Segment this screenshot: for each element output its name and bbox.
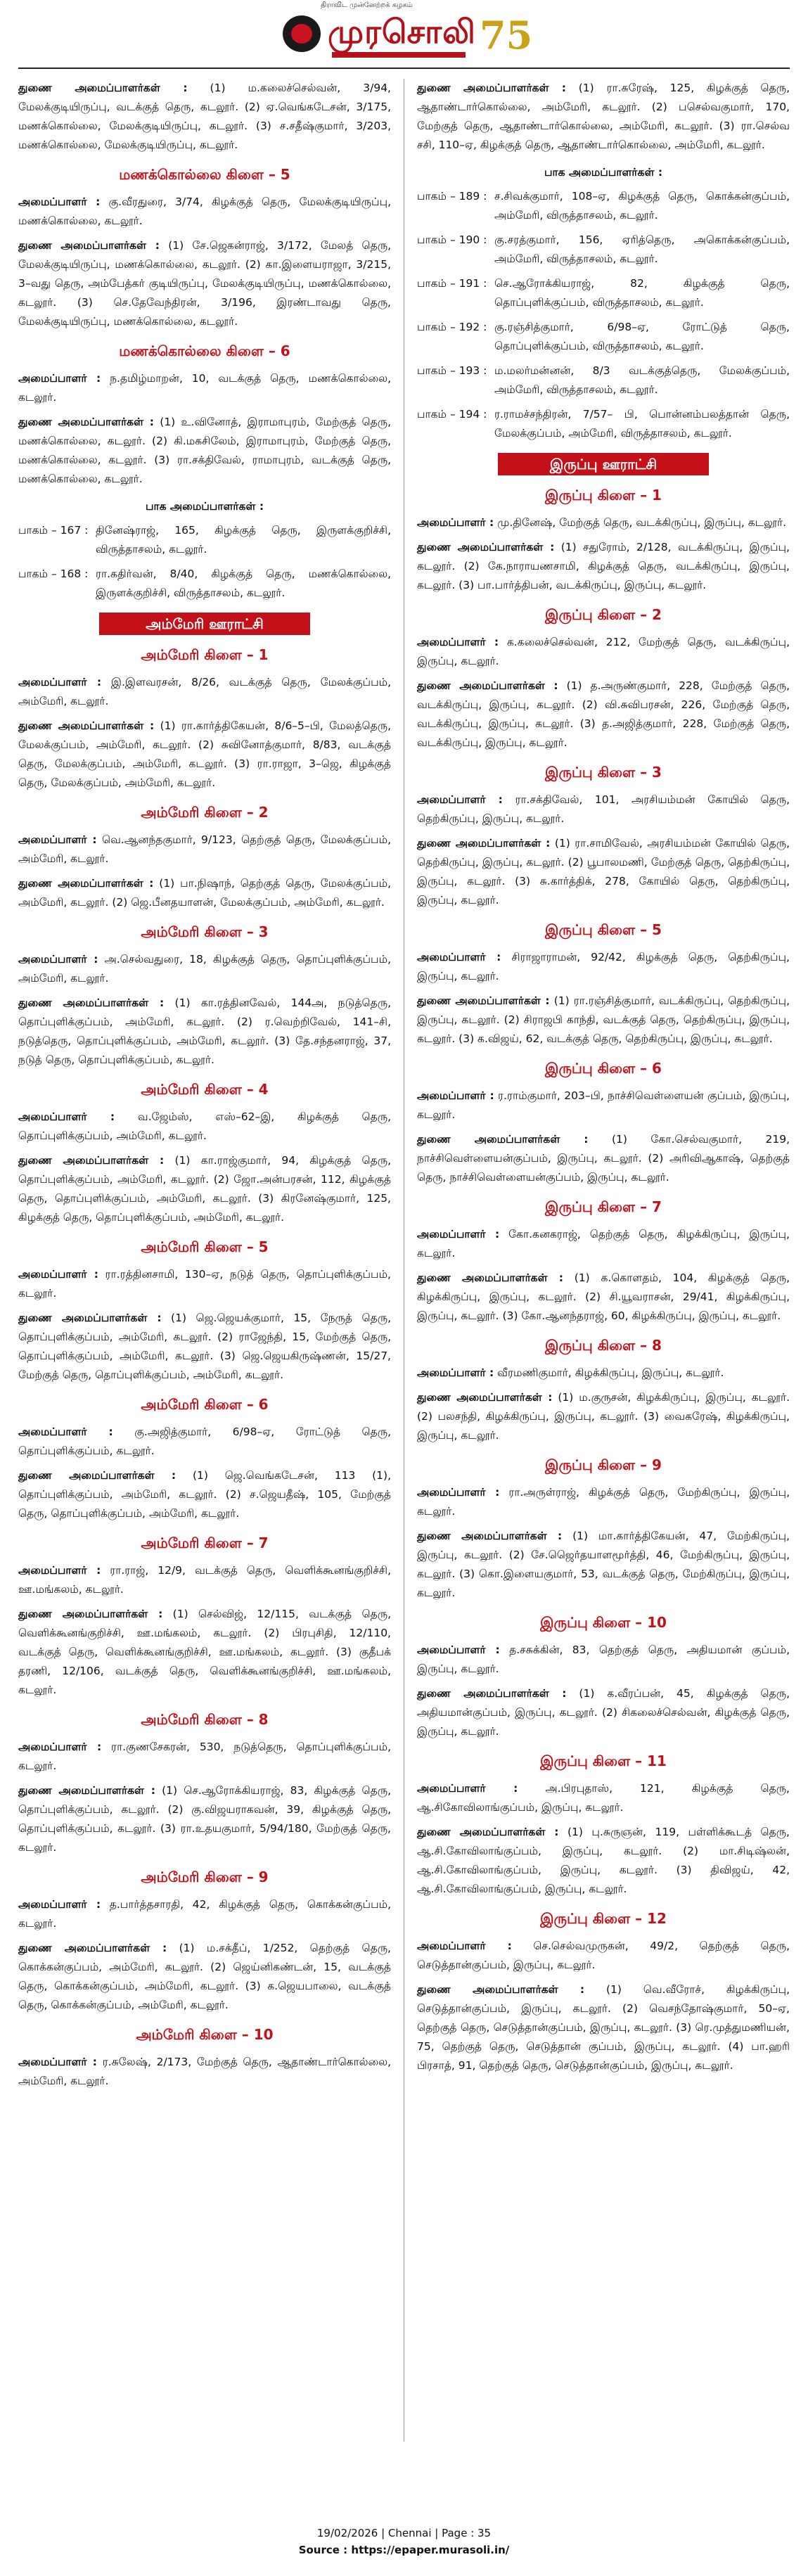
entry-paragraph [417, 992, 790, 1049]
entry-text: (1) பு.சுருஞன், 119, பள்ளிக்கூடத் தெரு, ஆ.சி.கோவிலாங்குப்பம், இருப்பு, கடலூர். (2) மா.சிடிஷ்லன், ஆ.சி.கோவிலாங்குப்பம், இருப்பு, கடலூர். (3) திவிஜய், 42, ஆ.சி.கோவிலாங்குப்பம், இருப்பு, கடலூர். [417, 1826, 790, 1895]
entry-paragraph [417, 1937, 790, 1975]
entry-text: (1) செல்விஜ், 12/115, வடக்குத் தெரு, வெளிக்கூனங்குறிச்சி, ஊ.மங்கலம், கடலூர். (2) பிரபுசிதி, 12/110, வடக்குத் தெரு, வெளிக்கூனங்குறிச்சி, ஊ.மங்கலம், கடலூர். (3) குதீபக் தரணி, 12/106, வடக்குத் தெரு, வெளிக்கூனங்குறிச்சி, ஊ.மங்கலம், கடலூர். [18, 1608, 391, 1696]
entry-paragraph [417, 677, 790, 752]
entry-text: ரா.அருள்ராஜ், கிழக்குத் தெரு, மேற்கிருப்பு, இருப்பு, கடலூர். [417, 1486, 790, 1518]
entry-text: வீரமணிகுமார், கிழக்கிருப்பு, இருப்பு, கடலூர். [494, 1366, 724, 1379]
entry-role-label: துணை அமைப்பாளர்கள் : [18, 719, 155, 732]
ward-entry [417, 318, 790, 356]
ward-organiser: தினேஷ்ராஜ், 165, கிழக்குத் தெரு, இருளக்குறிச்சி, விருத்தாசலம், கடலூர். [96, 524, 391, 556]
entry-text: த.சசுக்கின், 83, தெற்குத் தெரு, அதியமான் குப்பம், இருப்பு, கடலூர். [417, 1643, 790, 1675]
branch-heading: இருப்பு கிளை – 9 [545, 1456, 662, 1473]
page-footer [18, 2525, 790, 2558]
ward-organiser: ரா.கதிர்வன், 8/40, கிழக்குத் தெரு, மணக்கொல்லை, இருளக்குறிச்சி, விருத்தாசலம், கடலூர். [96, 568, 391, 599]
entry-text: (1) வெ.வீரோச், கிழக்கிருப்பு, செடுத்தான்குப்பம், இருப்பு, கடலூர். (2) வெசந்தோஷ்குமார், 50–ஏ, தெற்குத் தெரு, செடுத்தான்குப்பம், இருப்பு, கடலூர். (3) ரெ.முத்துமணியன், 75, தெற்குத் தெரு, செடுத்தான் குப்பம், இருப்பு, கடலூர். (4) பா.ஹரி பிரசாத், 91, தெற்குத் தெரு, செடுத்தான்குப்பம், இருப்பு, கடலூர். [417, 1983, 790, 2072]
entry-role-label: அமைப்பாளர் : [417, 951, 501, 963]
entry-paragraph [18, 1605, 391, 1700]
entry-role-label: துணை அமைப்பாளர்கள் : [18, 1312, 162, 1324]
entry-role-label: அமைப்பாளர் : [18, 1898, 101, 1911]
entry-role-label: துணை அமைப்பாளர்கள் : [417, 1826, 559, 1838]
entry-paragraph [417, 1269, 790, 1326]
entry-role-label: துணை அமைப்பாளர்கள் : [417, 82, 566, 94]
entry-paragraph [18, 79, 391, 155]
branch-heading: அம்மேரி கிளை – 5 [141, 1238, 269, 1255]
ward-entry [18, 565, 391, 603]
entry-paragraph [417, 1980, 790, 2075]
branch-heading: இருப்பு கிளை – 1 [545, 487, 662, 504]
footer-source: Source : https://epaper.murasoli.in/ [298, 2544, 510, 2556]
entry-paragraph [18, 1781, 391, 1857]
ward-entry [18, 521, 391, 559]
entry-text: (1) க.கொளதம், 104, கிழக்குத் தெரு, கிழக்கிருப்பு, இருப்பு, கடலூர். (2) சி.யூவராசன், 29/41, கிழக்கிருப்பு, இருப்பு, கடலூர். (3) கோ.ஆனந்தராஜ், 60, கிழக்கிருப்பு, இருப்பு, கடலூர். [417, 1271, 790, 1322]
entry-paragraph [18, 994, 391, 1070]
entry-role-label: துணை அமைப்பாளர்கள் : [417, 541, 555, 553]
entry-paragraph [18, 874, 391, 912]
entry-role-label: துணை அமைப்பாளர்கள் : [18, 1154, 165, 1167]
entry-text: ந.தமிழ்மாறன், 10, வடக்குத் தெரு, மணக்கொல்லை, கடலூர். [18, 372, 391, 404]
entry-paragraph [18, 1423, 391, 1461]
branch-heading: அம்மேரி கிளை – 4 [141, 1081, 269, 1098]
masthead-logo [283, 13, 536, 58]
left-column [18, 79, 391, 2096]
branch-heading: இருப்பு கிளை – 2 [545, 606, 662, 623]
footer-date-line: 19/02/2026 | Chennai | Page : 35 [316, 2527, 492, 2539]
branch-heading: அம்மேரி கிளை – 1 [141, 646, 269, 663]
entry-role-label: துணை அமைப்பாளர்கள் : [18, 1608, 163, 1620]
entry-paragraph [417, 1087, 790, 1124]
entry-role-label: துணை அமைப்பாளர்கள் : [18, 1942, 167, 1954]
entry-paragraph [417, 538, 790, 595]
ward-number: பாகம் – 194 : [417, 408, 487, 421]
entry-role-label: அமைப்பாளர் : [417, 1089, 494, 1102]
masthead-tagline: திராவிட முன்னேற்றக் கழகம் [321, 1, 413, 9]
ward-number: பாகம் – 192 : [417, 321, 487, 333]
newspaper-page [18, 0, 790, 2576]
entry-paragraph [18, 236, 391, 331]
entry-role-label: துணை அமைப்பாளர்கள் : [417, 1983, 585, 1996]
entry-paragraph [417, 1823, 790, 1899]
entry-text: (1) ம.கலைச்செல்வன், 3/94, மேலக்குடியிருப்பு, வடக்குத் தெரு, கடலூர். (2) ஏ.வெங்கடேசன், 3/175, மணக்கொல்லை, மேலக்குடியிருப்பு, கடலூர். (3) ச.சதீஷ்குமார், 3/203, மணக்கொல்லை, மேலக்குடியிருப்பு, கடலூர். [18, 82, 391, 151]
ward-organiser: ம.மலர்மன்னன், 8/3 வடக்குத்தெரு, மேலக்குப்பம், அம்மேரி, விருத்தாசலம், கடலூர். [494, 364, 790, 396]
entry-paragraph [18, 717, 391, 793]
entry-paragraph [417, 948, 790, 986]
entry-paragraph [417, 1779, 790, 1817]
branch-heading: இருப்பு கிளை – 5 [545, 921, 662, 938]
entry-text: (1) கோ.செல்வகுமார், 219, நாச்சிவெள்ளையன்குப்பம், இருப்பு, கடலூர். (2) அரிவிஆகாஷ், தெற்குத் தெரு, நாச்சிவெள்ளையன்குப்பம், இருப்பு, கடலூர். [417, 1133, 790, 1184]
entry-paragraph [417, 1388, 790, 1445]
entry-role-label: துணை அமைப்பாளர்கள் : [417, 1687, 567, 1700]
entry-paragraph [417, 513, 790, 532]
entry-paragraph [18, 369, 391, 407]
entry-paragraph [18, 1108, 391, 1146]
entry-text: இ.இளவரசன், 8/26, வடக்குத் தெரு, மேலக்குப்பம், அம்மேரி, கடலூர். [18, 676, 391, 707]
entry-text: (1) உ.வினோத், இராமாபுரம், மேற்குத் தெரு, மணக்கொல்லை, கடலூர். (2) கி.மகசிலேம், இராமாபுரம், மேற்குத் தெரு, மணக்கொல்லை, கடலூர். (3) ரா.சக்திவேல், ராமாபுரம், வடக்குத் தெரு, மணக்கொல்லை, கடலூர். [18, 416, 392, 485]
entry-paragraph [417, 1641, 790, 1679]
entry-paragraph [18, 193, 391, 231]
entry-paragraph [417, 1483, 790, 1521]
entry-paragraph [18, 831, 391, 869]
branch-heading: இருப்பு கிளை – 11 [540, 1752, 667, 1769]
entry-text: ர.ராம்குமார், 203–பி, நாச்சிவெள்ளையன் குப்பம், இருப்பு, கடலூர். [417, 1089, 790, 1121]
entry-role-label: துணை அமைப்பாளர்கள் : [18, 416, 155, 428]
entry-role-label: அமைப்பாளர் : [18, 833, 97, 846]
entry-text: வெ.ஆனந்தகுமார், 9/123, தெற்குத் தெரு, மேலக்குப்பம், அம்மேரி, கடலூர். [18, 833, 391, 865]
entry-role-label: அமைப்பாளர் : [417, 1643, 500, 1656]
branch-heading: அம்மேரி கிளை – 10 [136, 2026, 274, 2043]
entry-text: (1) செ.ஆரோக்கியராஜ், 83, கிழக்குத் தெரு, தொப்புளிக்குப்பம், கடலூர். (2) கு.விஜயராகவன், 39, கிழக்குத் தெரு, தொப்புளிக்குப்பம், கடலூர். (3) ரா.உதயகுமார், 5/94/180, மேற்குத் தெரு, கடலூர். [18, 1784, 391, 1854]
entry-role-label: துணை அமைப்பாளர்கள் : [417, 1271, 564, 1284]
branch-heading: அம்மேரி கிளை – 2 [141, 804, 269, 821]
ward-section-heading: பாக அமைப்பாளர்கள் : [145, 500, 264, 513]
entry-text: ரா.ரத்தினசாமி, 130–ஏ, நடுத் தெரு, தொப்புளிக்குப்பம், கடலூர். [18, 1268, 391, 1300]
entry-paragraph [18, 673, 391, 711]
entry-role-label: துணை அமைப்பாளர்கள் : [417, 1391, 553, 1404]
entry-role-label: அமைப்பாளர் : [18, 196, 101, 208]
entry-paragraph [18, 1466, 391, 1523]
branch-heading: இருப்பு கிளை – 3 [545, 764, 662, 781]
entry-text: ர.சுலேஷ், 2/173, மேற்குத் தெரு, ஆதாண்டார்கொல்லை, அம்மேரி, கடலூர். [18, 2056, 392, 2087]
ward-number: பாகம் – 190 : [417, 233, 487, 246]
branch-heading: இருப்பு கிளை – 7 [545, 1198, 662, 1215]
ward-number: பாகம் – 167 : [18, 524, 89, 537]
entry-paragraph [417, 633, 790, 671]
right-column [417, 79, 790, 2081]
entry-role-label: துணை அமைப்பாளர்கள் : [18, 1784, 155, 1797]
entry-role-label: துணை அமைப்பாளர்கள் : [417, 679, 558, 692]
entry-role-label: அமைப்பாளர் : [18, 676, 102, 688]
masthead [18, 0, 790, 65]
branch-heading: மணக்கொல்லை கிளை – 5 [119, 166, 290, 183]
entry-text: மு.தினேஷ், மேற்குத் தெரு, வடக்கிருப்பு, இருப்பு, கடலூர். [494, 516, 787, 529]
ward-entry [417, 405, 790, 443]
entry-paragraph [18, 1738, 391, 1776]
entry-text: செ.செல்வமுருகன், 49/2, தெற்குத் தெரு, செடுத்தான்குப்பம், இருப்பு, கடலூர். [417, 1940, 790, 1971]
branch-heading: இருப்பு கிளை – 12 [540, 1910, 667, 1927]
branch-heading: அம்மேரி கிளை – 6 [141, 1396, 269, 1413]
entry-paragraph [417, 1225, 790, 1263]
branch-heading: அம்மேரி கிளை – 7 [141, 1534, 269, 1551]
masthead-underline [332, 52, 466, 58]
entry-text: கு.அஜித்குமார், 6/98–ஏ, ரோட்டுத் தெரு, தொப்புளிக்குப்பம், கடலூர். [18, 1425, 391, 1457]
entry-paragraph [417, 1364, 790, 1383]
entry-text: (1) ம.குருசன், கிழக்கிருப்பு, இருப்பு, கடலூர். (2) பலசந்தி, கிழக்கிருப்பு, இருப்பு, கடலூர். (3) வைகரேஷ், கிழக்கிருப்பு, இருப்பு, கடலூர். [417, 1391, 790, 1442]
entry-paragraph [18, 2053, 391, 2091]
entry-paragraph [417, 1684, 790, 1741]
entry-text: (1) கா.ராஜ்குமார், 94, கிழக்குத் தெரு, தொப்புளிக்குப்பம், அம்மேரி, கடலூர். (2) ஜோ.அன்பரசன், 112, கிழக்குத் தெரு, தொப்புளிக்குப்பம், அம்மேரி, கடலூர். (3) கிரனேஷ்குமார், 125, கிழக்குத் தெரு, தொப்புளிக்குப்பம், அம்மேரி, கடலூர். [18, 1154, 391, 1224]
entry-text: (1) ம.சக்தீப், 1/252, தெற்குத் தெரு, கொக்கன்குப்பம், அம்மேரி, கடலூர். (2) ஜெய்னிகண்டன், 15, வடக்குத் தெரு, கொக்கன்குப்பம், அம்மேரி, கடலூர். (3) க.ஜெயபாலை, வடக்குத் தெரு, கொக்கன்குப்பம், அம்மேரி, கடலூர். [18, 1942, 391, 2011]
entry-role-label: அமைப்பாளர் : [417, 516, 494, 529]
entry-text: (1) சதுரோம், 2/128, வடக்கிருப்பு, இருப்பு, கடலூர். (2) கே.நாராயணசாமி, கிழக்குத் தெரு, வடக்கிருப்பு, இருப்பு, கடலூர். (3) பா.பார்த்திபன், வடக்கிருப்பு, இருப்பு, கடலூர். [417, 541, 790, 591]
entry-text: சிராஜாராமன், 92/42, கிழக்குத் தெரு, தெற்கிருப்பு, இருப்பு, கடலூர். [417, 951, 790, 982]
entry-paragraph [417, 1130, 790, 1187]
branch-heading: அம்மேரி கிளை – 9 [141, 1869, 269, 1885]
entry-role-label: அமைப்பாளர் : [18, 1564, 101, 1577]
entry-paragraph [18, 1561, 391, 1599]
entry-paragraph [18, 1151, 391, 1227]
entry-role-label: துணை அமைப்பாளர்கள் : [417, 994, 550, 1007]
entry-text: (1) த.அருண்குமார், 228, மேற்குத் தெரு, வடக்கிருப்பு, இருப்பு, கடலூர். (2) வி.சுவிபரசன், 226, மேற்குத் தெரு, வடக்கிருப்பு, இருப்பு, கடலூர். (3) த.அஜித்குமார், 228, மேற்குத் தெரு, வடக்கிருப்பு, இருப்பு, கடலூர். [417, 679, 790, 749]
entry-text: (1) ஜெ.வெங்கடேசன், 113 (1), தொப்புளிக்குப்பம், அம்மேரி, கடலூர். (2) ச.ஜெயதீஷ், 105, மேற்குத் தெரு, தொப்புளிக்குப்பம், அம்மேரி, கடலூர். [18, 1469, 391, 1520]
entry-role-label: அமைப்பாளர் : [417, 793, 503, 806]
party-emblem-icon [283, 15, 321, 52]
entry-role-label: துணை அமைப்பாளர்கள் : [417, 1133, 589, 1146]
entry-text: (1) க.வீரப்பன், 45, கிழக்குத் தெரு, அதியமான்குப்பம், இருப்பு, கடலூர். (2) சிகலைச்செல்வன், கிழக்குத் தெரு, இருப்பு, கடலூர். [417, 1687, 790, 1738]
branch-heading: அம்மேரி கிளை – 3 [141, 923, 269, 940]
entry-role-label: அமைப்பாளர் : [18, 2056, 97, 2068]
ward-organiser: கு.ரஞ்சித்குமார், 6/98–ஏ, ரோட்டுத் தெரு, தொப்புளிக்குப்பம், விருத்தாசலம், கடலூர். [494, 321, 790, 352]
anniversary-badge: 75 [480, 13, 533, 58]
entry-role-label: துணை அமைப்பாளர்கள் : [417, 1530, 563, 1542]
ward-number: பாகம் – 191 : [417, 277, 487, 290]
ward-entry [417, 274, 790, 312]
entry-role-label: அமைப்பாளர் : [18, 1741, 102, 1753]
branch-heading: மணக்கொல்லை கிளை – 6 [119, 342, 290, 359]
entry-text: ரா.சக்திவேல், 101, அரசியம்மன் கோயில் தெரு, தெற்கிருப்பு, இருப்பு, கடலூர். [417, 793, 790, 825]
ward-number: பாகம் – 168 : [18, 568, 89, 580]
entry-text: (1) கா.ரத்தினவேல், 144அ, நடுத்தெரு, தொப்புளிக்குப்பம், அம்மேரி, கடலூர். (2) ர.வெற்றிவேல், 141–சி, நடுத்தெரு, தொப்புளிக்குப்பம், அம்மேரி, கடலூர். (3) தே.சந்தனராஜ், 37, நடுத் தெரு, தொப்புளிக்குப்பம், கடலூர். [18, 997, 391, 1066]
ward-section-heading: பாக அமைப்பாளர்கள் : [544, 166, 663, 179]
entry-role-label: அமைப்பாளர் : [417, 1366, 494, 1379]
entry-text: (1) ரா.சுரேஷ், 125, கிழக்குத் தெரு, ஆதாண்டார்கொல்லை, அம்மேரி, கடலூர். (2) பசெல்வகுமார், 170, மேற்குத் தெரு, ஆதாண்டார்கொல்லை, அம்மேரி, கடலூர். (3) ரா.செல்வ சசி, 110–ஏ, கிழக்குத் தெரு, ஆதாண்டார்கொல்லை, அம்மேரி, கடலூர். [417, 82, 790, 151]
entry-role-label: அமைப்பாளர் : [18, 1268, 98, 1281]
entry-text: (1) ரா.ரஞ்சித்குமார், வடக்கிருப்பு, தெற்கிருப்பு, இருப்பு, கடலூர். (2) சிராஜபி காந்தி, வடக்குத் தெரு, தெற்கிருப்பு, இருப்பு, கடலூர். (3) க.விஜய், 62, வடக்குத் தெரு, தெற்கிருப்பு, இருப்பு, கடலூர். [417, 994, 790, 1045]
entry-role-label: அமைப்பாளர் : [18, 1425, 113, 1438]
ward-entry [417, 231, 790, 269]
entry-text: கு.வீரதுரை, 3/74, கிழக்குத் தெரு, மேலக்குடியிருப்பு, மணக்கொல்லை, கடலூர். [18, 196, 391, 227]
entry-text: அ.செல்வதுரை, 18, கிழக்குத் தெரு, தொப்புளிக்குப்பம், அம்மேரி, கடலூர். [18, 953, 391, 985]
entry-text: த.பார்த்தசாரதி, 42, கிழக்குத் தெரு, கொக்கன்குப்பம், கடலூர். [18, 1898, 392, 1930]
entry-text: கோ.கனகராஜ், தெற்குத் தெரு, கிழக்கிருப்பு, இருப்பு, கடலூர். [417, 1228, 790, 1260]
entry-text: (1) சே.ஜெகன்ராஜ், 3/172, மேலத் தெரு, மேலக்குடியிருப்பு, மணக்கொல்லை, கடலூர். (2) கா.இளையராஜா, 3/215, 3–வது தெரு, அம்பேத்கர் குடியிருப்பு, மேலக்குடியிருப்பு, மணக்கொல்லை, கடலூர். (3) செ.தேவேந்திரன், 3/196, இரண்டாவது தெரு, மேலக்குடியிருப்பு, மணக்கொல்லை, கடலூர். [18, 239, 391, 328]
entry-paragraph [18, 1265, 391, 1303]
entry-role-label: துணை அமைப்பாளர்கள் : [18, 82, 188, 94]
entry-paragraph [417, 1527, 790, 1603]
entry-role-label: துணை அமைப்பாளர்கள் : [18, 1469, 177, 1482]
masthead-rule [18, 68, 790, 69]
entry-paragraph [417, 834, 790, 910]
entry-role-label: அமைப்பாளர் : [417, 1486, 500, 1499]
entry-paragraph [18, 1309, 391, 1385]
entry-paragraph [18, 950, 391, 988]
entry-role-label: துணை அமைப்பாளர்கள் : [18, 997, 165, 1009]
entry-text: வ.ஜேம்ஸ், எஸ்–62–இ, கிழக்குத் தெரு, தொப்புளிக்குப்பம், அம்மேரி, கடலூர். [18, 1110, 391, 1142]
entry-role-label: துணை அமைப்பாளர்கள் : [417, 837, 551, 850]
entry-role-label: துணை அமைப்பாளர்கள் : [18, 239, 160, 252]
entry-text: க.கலைச்செல்வன், 212, மேற்குத் தெரு, வடக்கிருப்பு, இருப்பு, கடலூர். [417, 636, 790, 667]
entry-text: (1) மா.கார்த்திகேயன், 47, மேற்கிருப்பு, இருப்பு, கடலூர். (2) சே.ஜெெர்தயாளமூர்த்தி, 46, மேற்கிருப்பு, இருப்பு, கடலூர். (3) கொ.இளையகுமார், 53, வடக்குத் தெரு, மேற்கிருப்பு, இருப்பு, கடலூர். [417, 1530, 790, 1599]
entry-paragraph [417, 790, 790, 828]
ward-organiser: ச.சிவக்குமார், 108–ஏ, கிழக்குத் தெரு, கொக்கன்குப்பம், அம்மேரி, விருத்தாசலம், கடலூர். [494, 190, 790, 222]
entry-role-label: அமைப்பாளர் : [18, 1110, 115, 1123]
masthead-title: முரசொலி [328, 13, 476, 51]
ward-organiser: கு.சரத்குமார், 156, ஏரித்தெரு, அகொக்கன்குப்பம், அம்மேரி, விருத்தாசலம், கடலூர். [494, 233, 790, 265]
panchayat-heading: அம்மேரி ஊராட்சி [99, 613, 310, 635]
entry-role-label: அமைப்பாளர் : [417, 1228, 500, 1241]
branch-heading: இருப்பு கிளை – 6 [545, 1060, 662, 1077]
branch-heading: அம்மேரி கிளை – 8 [141, 1711, 269, 1728]
ward-number: பாகம் – 193 : [417, 364, 487, 377]
ward-organiser: செ.ஆரோக்கியராஜ், 82, கிழக்குத் தெரு, தொப்புளிக்குப்பம், விருத்தாசலம், கடலூர். [494, 277, 790, 309]
entry-text: (1) ஜெ.ஜெயக்குமார், 15, நேருத் தெரு, தொப்புளிக்குப்பம், அம்மேரி, கடலூர். (2) ராஜேந்தி, 15, மேற்குத் தெரு, தொப்புளிக்குப்பம், அம்மேரி, கடலூர். (3) ஜெ.ஜெயகிருஷ்ணன், 15/27, மேற்குத் தெரு, தொப்புளிக்குப்பம், அம்மேரி, கடலூர். [18, 1312, 391, 1381]
entry-text: ரா.குணசேகரன், 530, நடுத்தெரு, தொப்புளிக்குப்பம், கடலூர். [18, 1741, 391, 1772]
entry-paragraph [18, 1939, 391, 2015]
entry-role-label: அமைப்பாளர் : [417, 1940, 512, 1952]
entry-role-label: அமைப்பாளர் : [417, 636, 499, 648]
entry-role-label: அமைப்பாளர் : [18, 953, 98, 966]
entry-text: (1) பா.நிஷாந், தெற்குத் தெரு, மேலக்குப்பம், அம்மேரி, கடலூர். (2) ஜெ.பீனதயாளன், மேலக்குப்பம், அம்மேரி, கடலூர். [18, 877, 391, 909]
entry-paragraph [417, 79, 790, 155]
entry-text: ரா.ராஜ், 12/9, வடக்குத் தெரு, வெளிக்கூனங்குறிச்சி, ஊ.மங்கலம், கடலூர். [18, 1564, 392, 1596]
entry-paragraph [18, 1895, 391, 1933]
entry-text: (1) ரா.சாமிவேல், அரசியம்மன் கோயில் தெரு, தெற்கிருப்பு, இருப்பு, கடலூர். (2) பூபாலமணி, மேற்குத் தெரு, தெற்கிருப்பு, இருப்பு, கடலூர். (3) சு.கார்த்திக், 278, கோயில் தெரு, தெற்கிருப்பு, இருப்பு, கடலூர். [417, 837, 790, 906]
branch-heading: இருப்பு கிளை – 10 [540, 1614, 667, 1631]
panchayat-heading: இருப்பு ஊராட்சி [498, 453, 709, 475]
branch-heading: இருப்பு கிளை – 8 [545, 1337, 662, 1354]
entry-role-label: அமைப்பாளர் : [18, 372, 101, 385]
entry-text: அ.பிரபுதாஸ், 121, கிழக்குத் தெரு, ஆ.சிகோவிலாங்குப்பம், இருப்பு, கடலூர். [417, 1782, 790, 1814]
entry-paragraph [18, 413, 391, 489]
entry-role-label: துணை அமைப்பாளர்கள் : [18, 877, 154, 890]
entry-role-label: அமைப்பாளர் : [417, 1782, 518, 1795]
entry-text: (1) ரா.கார்த்திகேயன், 8/6–5–பி, மேலத்தெரு, மேலக்குப்பம், அம்மேரி, கடலூர். (2) சுவினோத்குமார், 8/83, வடக்குத் தெரு, மேலக்குப்பம், அம்மேரி, கடலூர். (3) ரா.ராஜா, 3–ஜெ, கிழக்குத் தெரு, மேலக்குப்பம், அம்மேரி, கடலூர். [18, 719, 391, 789]
ward-organiser: ர.ராமச்சந்திரன், 7/57– பி, பொன்னம்பலத்தான் தெரு, மேலக்குப்பம், அம்மேரி, விருத்தாசலம், கடலூர். [494, 408, 790, 440]
ward-number: பாகம் – 189 : [417, 190, 487, 203]
ward-entry [417, 361, 790, 399]
ward-entry [417, 187, 790, 225]
